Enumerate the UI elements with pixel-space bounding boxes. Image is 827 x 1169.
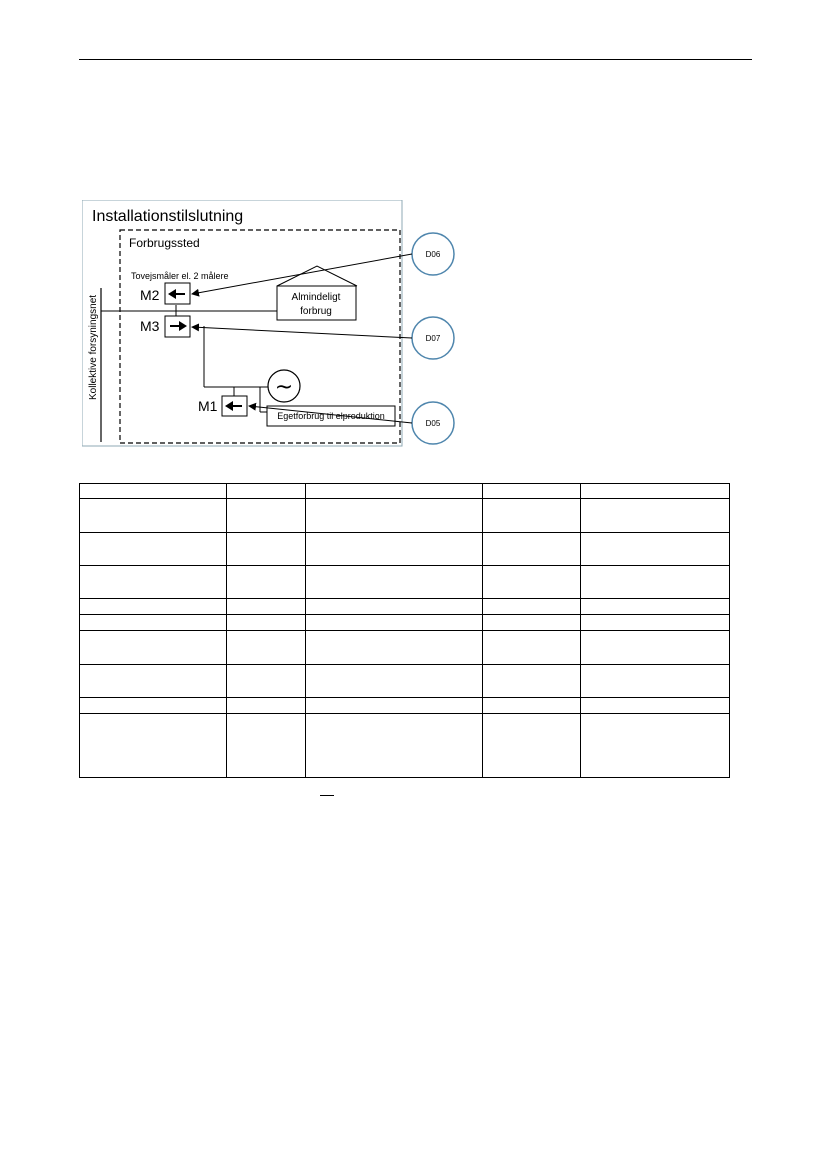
- table-cell: [581, 599, 730, 615]
- table-cell: [483, 499, 581, 533]
- meter-table: [79, 483, 730, 778]
- table-cell: [227, 566, 306, 599]
- meter-m3-label: M3: [140, 318, 160, 334]
- table-cell: [80, 698, 227, 714]
- table-cell: [306, 698, 483, 714]
- callout-d05-label: D05: [425, 419, 441, 428]
- table-cell: [80, 499, 227, 533]
- table-cell: [306, 484, 483, 499]
- table-cell: [581, 484, 730, 499]
- header-rule: [79, 59, 752, 60]
- table-cell: [581, 665, 730, 698]
- table-cell: [483, 599, 581, 615]
- table-cell: [306, 714, 483, 778]
- table-cell: [306, 599, 483, 615]
- table-cell: [483, 615, 581, 631]
- table-cell: [227, 615, 306, 631]
- table-cell: [306, 499, 483, 533]
- table-cell: [227, 631, 306, 665]
- table-row: [80, 566, 730, 599]
- table-cell: [483, 665, 581, 698]
- table-row: [80, 714, 730, 778]
- table-cell: [80, 484, 227, 499]
- table-cell: [581, 698, 730, 714]
- footnote-mark: [320, 795, 334, 796]
- site-label: Forbrugssted: [129, 236, 200, 250]
- meter-m2-label: M2: [140, 287, 160, 303]
- table-cell: [80, 533, 227, 566]
- table-cell: [306, 533, 483, 566]
- table-cell: [483, 484, 581, 499]
- table-cell: [227, 484, 306, 499]
- table-row: [80, 533, 730, 566]
- table-row: [80, 499, 730, 533]
- table-cell: [80, 566, 227, 599]
- callout-d07-label: D07: [425, 334, 441, 343]
- table-row: [80, 698, 730, 714]
- table-cell: [483, 698, 581, 714]
- table-cell: [80, 615, 227, 631]
- table-cell: [483, 714, 581, 778]
- callout-d06-label: D06: [425, 250, 441, 259]
- table-row: [80, 631, 730, 665]
- table-cell: [483, 566, 581, 599]
- table-cell: [227, 714, 306, 778]
- table-cell: [306, 615, 483, 631]
- table-cell: [80, 599, 227, 615]
- table-cell: [80, 714, 227, 778]
- diagram-title: Installationstilslutning: [92, 208, 244, 225]
- consumption-label-line1: Almindeligt: [291, 292, 341, 303]
- table-cell: [581, 566, 730, 599]
- table-cell: [80, 665, 227, 698]
- grid-label: Kollektive forsyningsnet: [88, 294, 99, 400]
- table-cell: [581, 631, 730, 665]
- table-cell: [227, 599, 306, 615]
- table-cell: [483, 631, 581, 665]
- table-row: [80, 615, 730, 631]
- table-cell: [227, 533, 306, 566]
- table-cell: [581, 499, 730, 533]
- table-cell: [581, 615, 730, 631]
- table-cell: [581, 714, 730, 778]
- table-cell: [227, 698, 306, 714]
- diagram-svg: [82, 200, 462, 450]
- table-cell: [306, 665, 483, 698]
- table-cell: [80, 631, 227, 665]
- pointer-d07: [192, 327, 412, 338]
- self-consumption-label: Egetforbrug til elproduktion: [277, 411, 385, 421]
- table-row: [80, 484, 730, 499]
- consumption-label-line2: forbrug: [300, 306, 332, 317]
- generator-symbol: ~: [274, 375, 294, 400]
- table-cell: [306, 566, 483, 599]
- table-cell: [483, 533, 581, 566]
- meter-m1-label: M1: [198, 398, 218, 414]
- table-cell: [306, 631, 483, 665]
- meter-type-label: Tovejsmåler el. 2 målere: [131, 271, 229, 281]
- table-cell: [227, 499, 306, 533]
- table-cell: [581, 533, 730, 566]
- installation-diagram: [82, 200, 462, 450]
- table-row: [80, 665, 730, 698]
- table-cell: [227, 665, 306, 698]
- table-row: [80, 599, 730, 615]
